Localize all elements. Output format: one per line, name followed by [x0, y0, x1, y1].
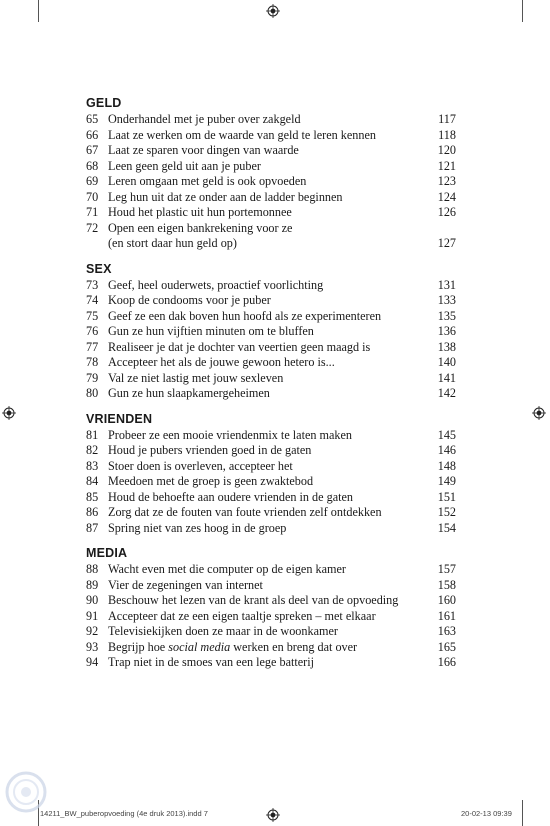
entry-title: Koop de condooms voor je puber	[108, 293, 271, 307]
section-geld	[86, 94, 456, 252]
entry-page: 142	[437, 386, 456, 400]
toc-entry	[86, 221, 456, 237]
entry-title: Open een eigen bankrekening voor ze	[108, 220, 293, 235]
entry-title: Beschouw het lezen van de krant als deel van de opvoeding	[108, 593, 399, 607]
registration-mark-top-icon	[266, 4, 280, 18]
toc-entry	[86, 578, 456, 594]
toc-entry	[86, 112, 456, 128]
section-title: VRIENDEN	[86, 411, 153, 426]
entry-number: 70	[86, 189, 99, 204]
entry-title: Probeer ze een mooie vriendenmix te laten maken	[108, 427, 352, 442]
toc-entry	[86, 640, 456, 656]
toc-entry-continuation	[86, 236, 456, 252]
entry-page: 151	[437, 489, 456, 504]
entry-page: 123	[437, 174, 456, 188]
entry-page: 126	[437, 205, 456, 219]
entry-number: 75	[86, 308, 99, 323]
registration-mark-right-icon	[532, 406, 546, 420]
entry-page: 152	[437, 505, 456, 519]
toc-entry	[86, 324, 456, 340]
entry-title: Houd de behoefte aan oudere vrienden in de gaten	[108, 489, 353, 504]
entry-number: 85	[86, 489, 99, 504]
toc-entry	[86, 593, 456, 609]
toc-entry	[86, 490, 456, 506]
entry-number: 71	[86, 205, 99, 219]
entry-page: 163	[437, 624, 456, 638]
entry-page: 148	[437, 458, 456, 473]
entry-number: 68	[86, 158, 99, 173]
entry-title: Houd je pubers vrienden goed in de gaten	[108, 443, 312, 457]
section-title: GELD	[86, 96, 122, 110]
toc-entry	[86, 624, 456, 640]
entry-page: 158	[437, 577, 456, 592]
entry-number: 90	[86, 593, 99, 607]
section-sex	[86, 260, 456, 402]
entry-title: Houd het plastic uit hun portemonnee	[108, 205, 292, 219]
section-title: MEDIA	[86, 546, 128, 560]
entry-page: 120	[437, 143, 456, 157]
entry-page: 166	[437, 655, 456, 669]
entry-title: Leen geen geld uit aan je puber	[108, 158, 261, 173]
toc-entry	[86, 128, 456, 144]
entry-page: 140	[437, 355, 456, 369]
toc-entry	[86, 443, 456, 459]
toc-entry	[86, 174, 456, 190]
entry-page: 127	[437, 236, 456, 250]
toc-entry	[86, 371, 456, 387]
toc-entry	[86, 655, 456, 671]
toc-entry	[86, 609, 456, 625]
entry-number: 87	[86, 520, 99, 535]
entry-number: 91	[86, 608, 99, 623]
toc-entry	[86, 386, 456, 402]
entry-page: 154	[437, 520, 456, 535]
entry-title: Leg hun uit dat ze onder aan de ladder beginnen	[108, 189, 343, 204]
registration-mark-left-icon	[2, 406, 16, 420]
entry-title: Laat ze sparen voor dingen van waarde	[108, 143, 299, 157]
entry-page: 133	[437, 293, 456, 307]
entry-number: 81	[86, 427, 99, 442]
toc-entry	[86, 355, 456, 371]
italic-phrase: social media	[168, 639, 231, 654]
toc-entry	[86, 309, 456, 325]
entry-title: Trap niet in de smoes van een lege batterij	[108, 655, 315, 669]
entry-page: 117	[438, 112, 456, 126]
entry-page: 121	[437, 158, 456, 173]
entry-number: 88	[86, 562, 99, 576]
toc-entry	[86, 143, 456, 159]
entry-number: 65	[86, 112, 99, 126]
entry-number: 69	[86, 174, 99, 188]
section-title: SEX	[86, 261, 112, 276]
entry-page	[422, 221, 456, 237]
entry-title: Begrijp hoe social media werken en breng dat over	[108, 639, 358, 654]
entry-page: 124	[437, 189, 456, 204]
entry-number: 93	[86, 639, 99, 654]
entry-page: 136	[437, 324, 456, 338]
entry-page: 165	[437, 639, 456, 654]
entry-page: 145	[437, 427, 456, 442]
entry-title: Accepteer het als de jouwe gewoon hetero is...	[108, 355, 335, 369]
entry-number: 77	[86, 339, 99, 354]
entry-page: 157	[437, 562, 456, 576]
toc-entry	[86, 428, 456, 444]
toc-entry	[86, 474, 456, 490]
table-of-contents	[86, 90, 456, 679]
entry-number: 83	[86, 458, 99, 473]
entry-number: 79	[86, 370, 99, 385]
watermark-logo-icon	[4, 770, 48, 814]
entry-number: 66	[86, 127, 99, 142]
entry-title: Meedoen met de groep is geen zwaktebod	[108, 474, 314, 488]
entry-page: 160	[437, 593, 456, 607]
crop-mark-top-right	[522, 0, 523, 22]
toc-entry	[86, 505, 456, 521]
footer-timestamp: 20-02-13 09:39	[461, 809, 512, 818]
crop-mark-top-left	[38, 0, 39, 22]
entry-page: 161	[437, 608, 456, 623]
entry-title: Wacht even met die computer op de eigen kamer	[108, 562, 346, 576]
toc-entry	[86, 562, 456, 578]
entry-title: Val ze niet lastig met jouw sexleven	[108, 370, 284, 385]
entry-number: 76	[86, 324, 99, 338]
entry-page: 135	[437, 308, 456, 323]
entry-title: Onderhandel met je puber over zakgeld	[108, 112, 301, 126]
entry-title: Leren omgaan met geld is ook opvoeden	[108, 174, 307, 188]
entry-page: 141	[437, 370, 456, 385]
entry-number: 94	[86, 655, 99, 669]
entry-title: Geef, heel ouderwets, proactief voorlichting	[108, 277, 324, 292]
section-media	[86, 544, 456, 671]
entry-title: Geef ze een dak boven hun hoofd als ze experimenteren	[108, 308, 382, 323]
toc-entry	[86, 293, 456, 309]
entry-title: Televisiekijken doen ze maar in de woonkamer	[108, 624, 338, 638]
toc-entry	[86, 340, 456, 356]
entry-title: Accepteer dat ze een eigen taaltje spreken – met elkaar	[108, 608, 376, 623]
entry-page: 146	[437, 443, 456, 457]
entry-page: 118	[438, 127, 456, 142]
registration-mark-bottom-icon	[266, 808, 280, 822]
entry-title: Gun ze hun vijftien minuten om te bluffen	[108, 324, 314, 338]
entry-title: Spring niet van zes hoog in de groep	[108, 520, 287, 535]
entry-title: Gun ze hun slaapkamergeheimen	[108, 386, 270, 400]
entry-number: 72	[86, 220, 99, 235]
footer-file-slug: 14211_BW_puberopvoeding (4e druk 2013).indd 7	[40, 809, 208, 818]
entry-page: 138	[437, 339, 456, 354]
entry-page: 149	[437, 474, 456, 488]
toc-entry	[86, 159, 456, 175]
entry-number: 78	[86, 355, 99, 369]
entry-number: 74	[86, 293, 99, 307]
crop-mark-bottom-right	[522, 800, 523, 826]
entry-number: 92	[86, 624, 99, 638]
toc-entry	[86, 521, 456, 537]
toc-entry	[86, 278, 456, 294]
entry-title: Realiseer je dat je dochter van veertien geen maagd is	[108, 339, 371, 354]
entry-number: 80	[86, 386, 99, 400]
entry-number: 86	[86, 505, 99, 519]
section-vrienden	[86, 410, 456, 537]
toc-entry	[86, 190, 456, 206]
entry-number: 84	[86, 474, 99, 488]
entry-title: Stoer doen is overleven, accepteer het	[108, 458, 293, 473]
entry-number: 89	[86, 577, 99, 592]
toc-entry	[86, 205, 456, 221]
entry-title: Vier de zegeningen van internet	[108, 577, 263, 592]
entry-number: 82	[86, 443, 99, 457]
entry-number: 73	[86, 277, 99, 292]
entry-title: Zorg dat ze de fouten van foute vrienden zelf ontdekken	[108, 505, 382, 519]
entry-title: Laat ze werken om de waarde van geld te leren kennen	[108, 127, 376, 142]
toc-entry	[86, 459, 456, 475]
entry-page: 131	[437, 277, 456, 292]
entry-title-continuation: (en stort daar hun geld op)	[108, 236, 237, 250]
entry-number: 67	[86, 143, 99, 157]
